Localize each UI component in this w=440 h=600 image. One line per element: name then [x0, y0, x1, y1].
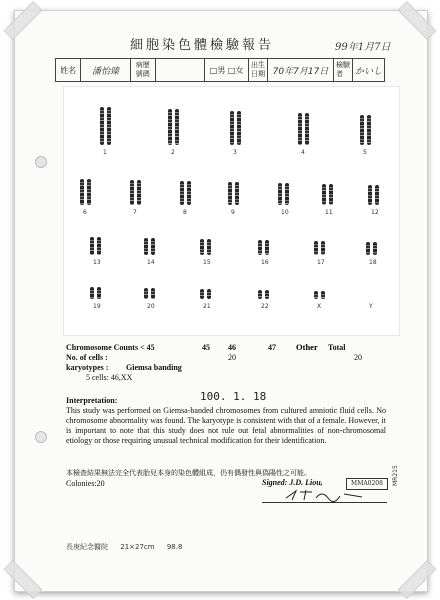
chromosome-number: 20: [147, 303, 155, 310]
chromosome: [100, 107, 104, 145]
chromosome: [137, 180, 141, 205]
chromosome: [321, 291, 325, 299]
record-number-blank: [156, 59, 205, 81]
karyotypes-label: karyotypes :: [66, 363, 109, 372]
chromosome: [228, 182, 232, 205]
cells-label: No. of cells :: [66, 353, 108, 362]
form-version: 98.8: [166, 543, 183, 551]
binder-hole: [35, 156, 47, 168]
examiner-value: かいし: [354, 66, 382, 77]
cells-46-value: 20: [228, 353, 236, 362]
chromosome: [200, 239, 204, 255]
chromosome: [187, 181, 191, 205]
result-row: [66, 372, 391, 382]
birth-label-line2: 日期: [251, 70, 266, 78]
counts-label: Chromosome Counts < 45: [66, 343, 155, 352]
chromosome: [80, 179, 84, 205]
chromosome: [207, 289, 211, 299]
name-label: 姓名: [56, 59, 81, 81]
record-label-line2: 號碼: [135, 70, 150, 78]
chromosome: [207, 239, 211, 255]
handwritten-date: 99年1月7日: [335, 42, 391, 53]
chromosome: [258, 290, 262, 299]
chromosome: [258, 240, 262, 255]
chromosome-number: 9: [231, 209, 235, 216]
karyogram-image: [63, 86, 400, 336]
colonies-count: Colonies:20: [66, 479, 105, 488]
chromosome-number: 8: [183, 209, 187, 216]
chromosome-number: 6: [83, 209, 87, 216]
chromosome-number: 12: [371, 209, 379, 216]
chromosome-number: 15: [203, 259, 211, 266]
chromosome: [375, 185, 379, 205]
chromosome: [298, 113, 302, 145]
chromosome-number: 21: [203, 303, 211, 310]
chromosome: [305, 113, 309, 145]
chromosome: [235, 182, 239, 205]
interpretation-label: Interpretation:: [66, 396, 118, 405]
chromosome: [366, 242, 370, 255]
chromosome: [107, 107, 111, 145]
chromosome: [322, 184, 326, 205]
chromosome: [314, 291, 318, 299]
footer: [66, 542, 192, 552]
chromosome: [230, 111, 234, 145]
chromosome: [87, 179, 91, 205]
birth-value: 70年7月17日: [268, 59, 334, 81]
chromosome: [265, 240, 269, 255]
chromosome-number: 22: [261, 303, 269, 310]
chromosome-number: Y: [369, 303, 373, 310]
chromosome: [368, 185, 372, 205]
birth-label-line1: 出生: [251, 61, 266, 69]
examiner-label: [334, 59, 353, 81]
counts-table: [66, 340, 391, 382]
interpretation-text: This study was performed on Giemsa-banded chromosomes from cultured amniotic fluid cells. No chromosome abnormality was found. The karyotype is consistent with that of a female. However, it is important to note that this study does not rule out fetal abnormalities of non-chromosomal etiology or those requiring unusual technical modification for their identification.: [66, 406, 386, 445]
chromosome: [175, 109, 179, 145]
chromosome: [360, 115, 364, 145]
chromosome-number: 11: [325, 209, 333, 216]
chromosome: [265, 290, 269, 299]
name-value: 潘怡臻: [81, 59, 130, 81]
karyotypes-row: [66, 362, 391, 372]
chromosome-number: 7: [133, 209, 137, 216]
banding-value: Giemsa banding: [126, 363, 182, 372]
chromosome-number: X: [317, 303, 322, 310]
record-label-line1: 病歷: [135, 61, 150, 69]
chromosome: [321, 241, 325, 255]
chromosome: [144, 288, 148, 299]
cells-row: [66, 352, 391, 362]
hospital-name: 長庚紀念醫院: [66, 543, 108, 551]
chromosome: [151, 238, 155, 255]
cells-total-value: 20: [354, 353, 362, 362]
chromosome: [97, 287, 101, 299]
paper-size: 21×27cm: [120, 543, 155, 551]
examiner-label-line1: 檢驗: [335, 61, 350, 69]
counts-header-row: [66, 340, 391, 352]
other-heading: Other: [296, 342, 318, 352]
signed-by: Signed: J.D. Liou,: [262, 478, 323, 487]
chromosome: [200, 289, 204, 299]
chromosome: [285, 183, 289, 205]
karyotype-result: 5 cells: 46,XX: [86, 373, 133, 382]
chromosome-number: 2: [171, 149, 175, 156]
col-47: 47: [268, 343, 276, 352]
sex-options: □男 □女: [209, 65, 244, 75]
chromosome: [237, 111, 241, 145]
chromosome-number: 13: [93, 259, 101, 266]
chromosome-number: 1: [103, 149, 107, 156]
examiner-label-line2: 者: [335, 70, 343, 78]
chromosome-number: 4: [301, 149, 305, 156]
chromosome-number: 19: [93, 303, 101, 310]
chromosome-number: 17: [317, 259, 325, 266]
birth-label: [249, 59, 268, 81]
chromosome: [314, 241, 318, 255]
sex-field: [205, 59, 249, 81]
physician-stamp: MMA0208: [346, 478, 388, 490]
chromosome: [168, 109, 172, 145]
patient-info-bar: [55, 58, 385, 82]
chromosome-number: 10: [281, 209, 289, 216]
chromosome-number: 5: [363, 149, 367, 156]
col-total: Total: [328, 343, 346, 352]
binder-hole: [35, 431, 47, 443]
chromosome: [329, 184, 333, 205]
col-45: 45: [202, 343, 210, 352]
chromosome: [278, 183, 282, 205]
chromosome-number: 16: [261, 259, 269, 266]
chromosome-number: 3: [233, 149, 237, 156]
col-46: 46: [228, 343, 236, 352]
chromosome: [130, 180, 134, 205]
chromosome: [90, 287, 94, 299]
chromosome-number: 14: [147, 259, 155, 266]
side-form-code: MR215: [392, 465, 399, 486]
interpretation-date: 100. 1. 18: [200, 390, 267, 403]
chromosome: [97, 237, 101, 255]
handwritten-signature: [282, 488, 372, 502]
chromosome: [180, 181, 184, 205]
chromosome: [151, 288, 155, 299]
signature-line: [262, 502, 387, 503]
chromosome: [373, 242, 377, 255]
chromosome: [367, 115, 371, 145]
report-title: 細胞染色體檢驗報告: [130, 38, 275, 53]
record-label: [131, 59, 156, 81]
chromosome: [90, 237, 94, 255]
interpretation-chinese: 本檢查結果無法完全代表胎兒本身的染色體組成，仍有偶發性與偽陽性之可能。: [66, 469, 311, 477]
chromosome-number: 18: [369, 259, 377, 266]
chromosome: [144, 238, 148, 255]
